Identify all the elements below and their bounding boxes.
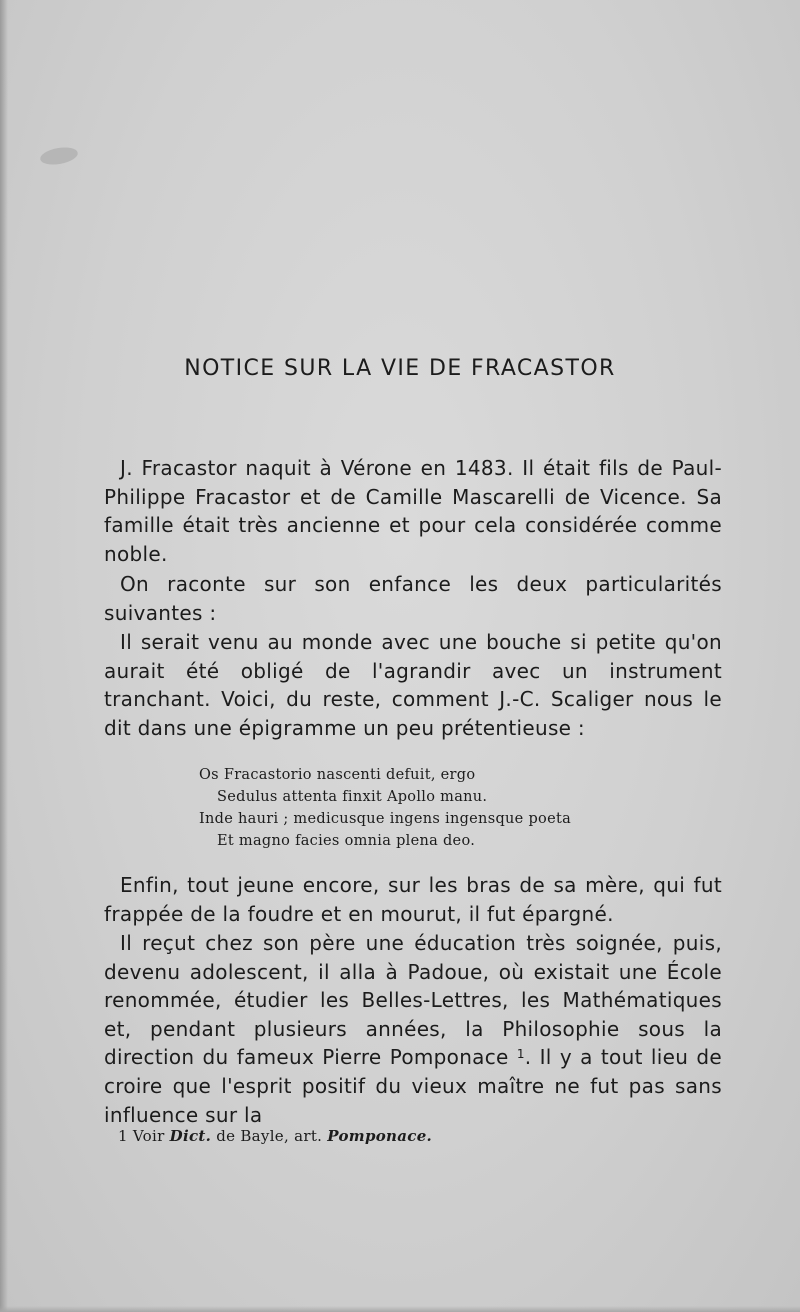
footnote-ref-article: Pomponace. bbox=[327, 1127, 433, 1145]
paragraph-lightning: Enfin, tout jeune encore, sur les bras de sa mère, qui fut frappée de la foudre et en mourut, il fut épargné. bbox=[104, 873, 722, 926]
verse-line: Et magno facies omnia plena deo. bbox=[217, 833, 476, 849]
page-heading: NOTICE SUR LA VIE DE FRACASTOR bbox=[184, 356, 616, 381]
paragraph-birth: J. Fracastor naquit à Vérone en 1483. Il était fils de Paul-Philippe Fracastor et de Camille Mascarelli de Vicence. Sa famille était très ancienne et pour cela considérée comme noble. bbox=[104, 456, 722, 566]
footnote-reference: 1 bbox=[516, 1047, 525, 1062]
footnote-prefix: Voir bbox=[127, 1127, 170, 1145]
footnote-marker: 1 bbox=[118, 1127, 128, 1145]
paragraph-education-text: Il reçut chez son père une éducation très soignée, puis, devenu adolescent, il alla à Padoue, où existait une École renommée, étudier les Belles-Lettres, les Mathématiques et, pendant plusieurs années, la Philosophie sous la direction du fameux Pierre Pomponace bbox=[104, 931, 722, 1070]
epigram-verse bbox=[199, 764, 571, 852]
verse-line: Inde hauri ; medicusque ingens ingensque poeta bbox=[199, 811, 572, 827]
footnote-middle: de Bayle, art. bbox=[211, 1127, 328, 1145]
paragraph-childhood-intro: On raconte sur son enfance les deux particularités suivantes : bbox=[104, 572, 722, 625]
paragraph-education bbox=[104, 929, 722, 1129]
verse-line: Sedulus attenta finxit Apollo manu. bbox=[217, 789, 488, 805]
paragraph-education-tail: . Il y a tout lieu de croire que l'esprit positif du vieux maître ne fut pas sans influence sur la bbox=[104, 1045, 722, 1127]
verse-line: Os Fracastorio nascenti defuit, ergo bbox=[199, 767, 476, 783]
footnote-ref-title: Dict. bbox=[169, 1127, 212, 1145]
paragraph-mouth-anecdote: Il serait venu au monde avec une bouche si petite qu'on aurait été obligé de l'agrandir avec un instrument tranchant. Voici, du reste, comment J.-C. Scaliger nous le dit dans une épigramme un peu prétentieuse : bbox=[104, 630, 722, 740]
ink-smudge bbox=[39, 145, 79, 167]
footnote bbox=[118, 1127, 432, 1145]
